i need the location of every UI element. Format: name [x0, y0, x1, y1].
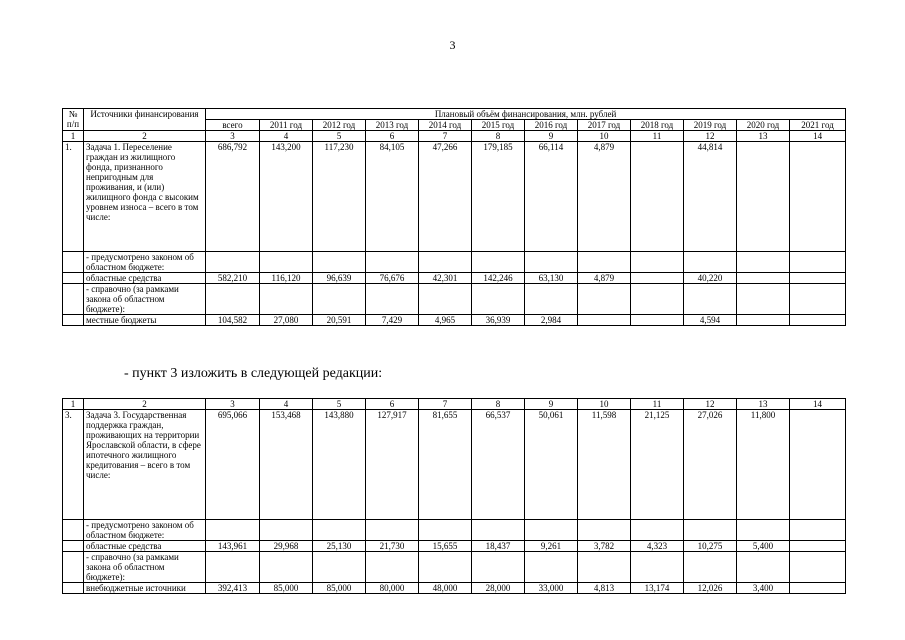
row-value [525, 252, 578, 273]
row-label: - предусмотрено законом об областном бюджете: [84, 520, 206, 541]
row-value: 2,984 [525, 315, 578, 326]
row-value: 20,591 [313, 315, 366, 326]
row-value: 66,537 [472, 410, 525, 520]
row-value: 104,582 [206, 315, 260, 326]
row-value [578, 552, 631, 583]
header-year: 2017 год [578, 120, 631, 131]
column-number: 10 [578, 131, 631, 142]
row-value [206, 552, 260, 583]
header-year: 2012 год [313, 120, 366, 131]
row-value: 4,965 [419, 315, 472, 326]
row-value [366, 284, 419, 315]
row-label: - справочно (за рамками закона об областном бюджете): [84, 552, 206, 583]
column-number: 2 [84, 131, 206, 142]
row-value [260, 520, 313, 541]
row-value: 686,792 [206, 142, 260, 252]
row-value [737, 552, 790, 583]
row-value [684, 520, 737, 541]
table-row [63, 552, 846, 583]
row-label: - предусмотрено законом об областном бюджете: [84, 252, 206, 273]
column-number: 12 [684, 399, 737, 410]
row-value: 116,120 [260, 273, 313, 284]
column-number: 4 [260, 399, 313, 410]
row-value [684, 552, 737, 583]
row-value: 47,266 [419, 142, 472, 252]
row-index [63, 520, 84, 541]
row-value: 4,594 [684, 315, 737, 326]
row-index [63, 552, 84, 583]
table-row [63, 284, 846, 315]
row-value [206, 520, 260, 541]
row-value [578, 252, 631, 273]
header-year: 2016 год [525, 120, 578, 131]
column-number: 13 [737, 131, 790, 142]
header-year: 2019 год [684, 120, 737, 131]
row-value [790, 520, 846, 541]
row-value [313, 284, 366, 315]
row-value [631, 142, 684, 252]
row-value [737, 252, 790, 273]
column-number: 2 [84, 399, 206, 410]
row-value: 27,080 [260, 315, 313, 326]
table-row [63, 315, 846, 326]
row-value: 143,961 [206, 541, 260, 552]
row-value [260, 552, 313, 583]
row-label: местные бюджеты [84, 315, 206, 326]
row-value: 15,655 [419, 541, 472, 552]
row-value [790, 315, 846, 326]
row-value: 36,939 [472, 315, 525, 326]
column-number: 9 [525, 131, 578, 142]
row-value [737, 520, 790, 541]
header-year: 2014 год [419, 120, 472, 131]
row-value [578, 315, 631, 326]
row-label: областные средства [84, 273, 206, 284]
row-value [790, 284, 846, 315]
row-value [631, 552, 684, 583]
header-year: 2013 год [366, 120, 419, 131]
column-number: 11 [631, 131, 684, 142]
column-number: 1 [63, 399, 84, 410]
row-index [63, 315, 84, 326]
amendment-instruction: - пункт 3 изложить в следующей редакции: [124, 366, 383, 381]
row-value: 392,413 [206, 583, 260, 594]
row-value [737, 284, 790, 315]
column-number: 10 [578, 399, 631, 410]
row-value: 4,813 [578, 583, 631, 594]
column-number-row [63, 131, 846, 142]
row-value [525, 284, 578, 315]
row-value: 143,880 [313, 410, 366, 520]
header-source: Источники финансирования [84, 109, 206, 131]
row-value [631, 315, 684, 326]
column-number: 11 [631, 399, 684, 410]
row-value [260, 252, 313, 273]
row-index [63, 252, 84, 273]
row-value: 10,275 [684, 541, 737, 552]
row-value: 153,468 [260, 410, 313, 520]
column-number: 14 [790, 131, 846, 142]
row-value [419, 252, 472, 273]
row-value: 142,246 [472, 273, 525, 284]
financing-table-task-1 [62, 108, 846, 326]
row-label: областные средства [84, 541, 206, 552]
row-value [313, 520, 366, 541]
column-number: 9 [525, 399, 578, 410]
row-value: 33,000 [525, 583, 578, 594]
row-value: 9,261 [525, 541, 578, 552]
row-value [790, 541, 846, 552]
row-label: - справочно (за рамками закона об областном бюджете): [84, 284, 206, 315]
row-value: 66,114 [525, 142, 578, 252]
row-value: 85,000 [260, 583, 313, 594]
row-value [578, 284, 631, 315]
table-row [63, 252, 846, 273]
row-value [631, 284, 684, 315]
row-value: 582,210 [206, 273, 260, 284]
row-value [419, 552, 472, 583]
header-plan: Плановый объём финансирования, млн. рублей [206, 109, 846, 120]
row-value [790, 552, 846, 583]
row-value [790, 142, 846, 252]
row-value [472, 520, 525, 541]
column-number: 6 [366, 131, 419, 142]
row-value: 18,437 [472, 541, 525, 552]
table-row [63, 520, 846, 541]
row-index: 1. [63, 142, 84, 252]
row-value: 127,917 [366, 410, 419, 520]
row-value [472, 552, 525, 583]
row-value [790, 252, 846, 273]
row-label: Задача 1. Переселение граждан из жилищного фонда, признанного непригодным для проживания, и (или) жилищного фонда с высоким уровнем износа – всего в том числе: [84, 142, 206, 252]
row-value [631, 273, 684, 284]
row-value: 21,730 [366, 541, 419, 552]
row-value [631, 252, 684, 273]
row-value: 50,061 [525, 410, 578, 520]
column-number: 7 [419, 131, 472, 142]
column-number: 14 [790, 399, 846, 410]
row-value: 40,220 [684, 273, 737, 284]
row-value: 21,125 [631, 410, 684, 520]
row-value [737, 315, 790, 326]
table-row [63, 583, 846, 594]
row-value: 4,879 [578, 273, 631, 284]
row-value [366, 520, 419, 541]
row-label: Задача 3. Государственная поддержка граждан, проживающих на территории Ярославской области, в сфере ипотечного жилищного кредитования – всего в том числе: [84, 410, 206, 520]
table-row [63, 273, 846, 284]
row-value: 76,676 [366, 273, 419, 284]
row-value: 85,000 [313, 583, 366, 594]
row-index [63, 541, 84, 552]
row-value: 143,200 [260, 142, 313, 252]
row-value: 13,174 [631, 583, 684, 594]
column-number-row [63, 399, 846, 410]
row-index [63, 284, 84, 315]
row-value [737, 273, 790, 284]
row-index [63, 583, 84, 594]
row-value [578, 520, 631, 541]
page-number: 3 [449, 38, 456, 52]
table-row [63, 410, 846, 520]
row-label: внебюджетные источники [84, 583, 206, 594]
row-index [63, 273, 84, 284]
row-index: 3. [63, 410, 84, 520]
row-value [737, 142, 790, 252]
column-number: 12 [684, 131, 737, 142]
row-value: 29,968 [260, 541, 313, 552]
row-value: 63,130 [525, 273, 578, 284]
row-value: 11,800 [737, 410, 790, 520]
row-value: 84,105 [366, 142, 419, 252]
row-value [684, 284, 737, 315]
row-value [313, 552, 366, 583]
row-value [366, 552, 419, 583]
row-value [260, 284, 313, 315]
column-number: 8 [472, 131, 525, 142]
column-number: 7 [419, 399, 472, 410]
row-value: 117,230 [313, 142, 366, 252]
row-value [366, 252, 419, 273]
financing-table-task-3 [62, 398, 846, 594]
row-value [631, 520, 684, 541]
row-value: 5,400 [737, 541, 790, 552]
row-value: 3,400 [737, 583, 790, 594]
row-value [790, 273, 846, 284]
row-value [419, 284, 472, 315]
row-value [206, 252, 260, 273]
row-value: 3,782 [578, 541, 631, 552]
row-value: 81,655 [419, 410, 472, 520]
column-number: 3 [206, 399, 260, 410]
column-number: 13 [737, 399, 790, 410]
row-value: 44,814 [684, 142, 737, 252]
column-number: 4 [260, 131, 313, 142]
header-year: 2020 год [737, 120, 790, 131]
row-value: 695,066 [206, 410, 260, 520]
row-value [419, 520, 472, 541]
row-value: 48,000 [419, 583, 472, 594]
header-year: 2011 год [260, 120, 313, 131]
table-row [63, 142, 846, 252]
row-value [206, 284, 260, 315]
row-value: 42,301 [419, 273, 472, 284]
row-value [313, 252, 366, 273]
row-value [472, 252, 525, 273]
row-value [684, 252, 737, 273]
column-number: 5 [313, 131, 366, 142]
row-value: 28,000 [472, 583, 525, 594]
row-value [790, 583, 846, 594]
row-value [525, 552, 578, 583]
header-year: 2015 год [472, 120, 525, 131]
header-year: всего [206, 120, 260, 131]
column-number: 1 [63, 131, 84, 142]
column-number: 6 [366, 399, 419, 410]
row-value: 80,000 [366, 583, 419, 594]
header-num: № п/п [63, 109, 84, 131]
column-number: 3 [206, 131, 260, 142]
row-value: 7,429 [366, 315, 419, 326]
row-value: 27,026 [684, 410, 737, 520]
header-year: 2021 год [790, 120, 846, 131]
row-value: 179,185 [472, 142, 525, 252]
header-row [63, 109, 846, 120]
header-year: 2018 год [631, 120, 684, 131]
column-number: 8 [472, 399, 525, 410]
row-value: 11,598 [578, 410, 631, 520]
row-value: 12,026 [684, 583, 737, 594]
row-value: 96,639 [313, 273, 366, 284]
table-row [63, 541, 846, 552]
row-value [525, 520, 578, 541]
row-value: 25,130 [313, 541, 366, 552]
row-value [472, 284, 525, 315]
row-value: 4,879 [578, 142, 631, 252]
row-value [790, 410, 846, 520]
row-value: 4,323 [631, 541, 684, 552]
column-number: 5 [313, 399, 366, 410]
